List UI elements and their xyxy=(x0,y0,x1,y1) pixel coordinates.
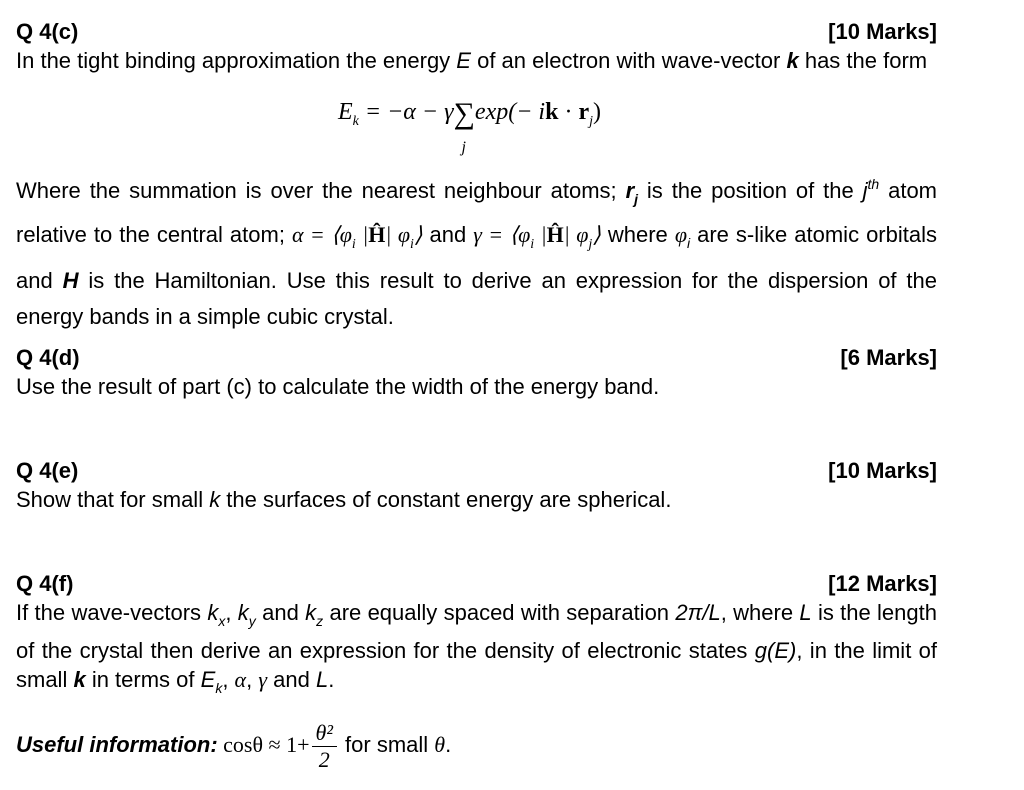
useful-information-line: Useful information: cosθ ≈ 1+ $\frac{\text{θ²}}{2}$ for small θ. xyxy=(16,719,452,772)
theta-fraction: $\frac{\text{θ²}}{2}$ xyxy=(312,720,337,773)
question-4c-definitions: Where the summation is over the nearest neighbour atoms; $r_j$ is the position of the $j^{th}$ atom relative to the central atom; $\alpha = ⟨\varphi_i$ |Ĥ| $\varphi_i⟩$ and $\gamma = ⟨\varphi_i$ |Ĥ| $\varphi_j⟩$ where $\varphi_i$ are s-like atomic orbitals and H is the Hamiltonian. Use this result to derive an expression for the dispersion of the energy bands in a simple cubic crystal. xyxy=(16,176,938,329)
question-4c-marks: [10 Marks] xyxy=(828,19,937,44)
tight-binding-equation: $E_k = -\alpha - \gamma\sum$ j exp(− ik · $r_j$) xyxy=(338,97,601,156)
question-4d xyxy=(16,344,937,401)
question-4d-marks: [6 Marks] xyxy=(840,345,937,370)
question-4f-marks: [12 Marks] xyxy=(828,571,937,596)
gamma-definition: $\gamma = ⟨\varphi_i$ |Ĥ| $\varphi_j⟩$ xyxy=(473,222,601,252)
question-4e-header xyxy=(16,457,937,485)
question-4f xyxy=(16,570,937,703)
alpha-definition: $\alpha = ⟨\varphi_i$ |Ĥ| $\varphi_i⟩$ xyxy=(291,222,423,252)
summation-symbol: ∑ j xyxy=(453,97,475,156)
question-4c-label: Q 4(c) xyxy=(16,19,79,44)
useful-information-label: Useful information: xyxy=(16,732,218,757)
useful-information xyxy=(16,718,937,773)
question-4c-header xyxy=(16,18,937,46)
question-4f-label: Q 4(f) xyxy=(16,571,74,596)
question-4d-text: Use the result of part (c) to calculate the width of the energy band. xyxy=(16,374,660,399)
question-4e-label: Q 4(e) xyxy=(16,458,79,483)
question-4e-text: Show that for small k the surfaces of constant energy are spherical. xyxy=(16,487,672,512)
question-4d-header xyxy=(16,344,937,372)
question-4d-label: Q 4(d) xyxy=(16,345,80,370)
question-4c-intro: In the tight binding approximation the energy E of an electron with wave-vector k has the form xyxy=(16,48,928,73)
question-4c-where xyxy=(16,166,937,335)
question-4f-header xyxy=(16,570,937,598)
question-4e-marks: [10 Marks] xyxy=(828,458,937,483)
question-4e xyxy=(16,457,937,514)
question-4f-text: If the wave-vectors $k_x$, $k_y$ and $k_z$ are equally spaced with separation 2π/L, where L is the length of the crystal then derive an expression for the density of electronic states g(E), in the limit of small k in terms of $E_k$, α, γ and L. xyxy=(16,600,938,696)
question-4c xyxy=(16,18,937,75)
